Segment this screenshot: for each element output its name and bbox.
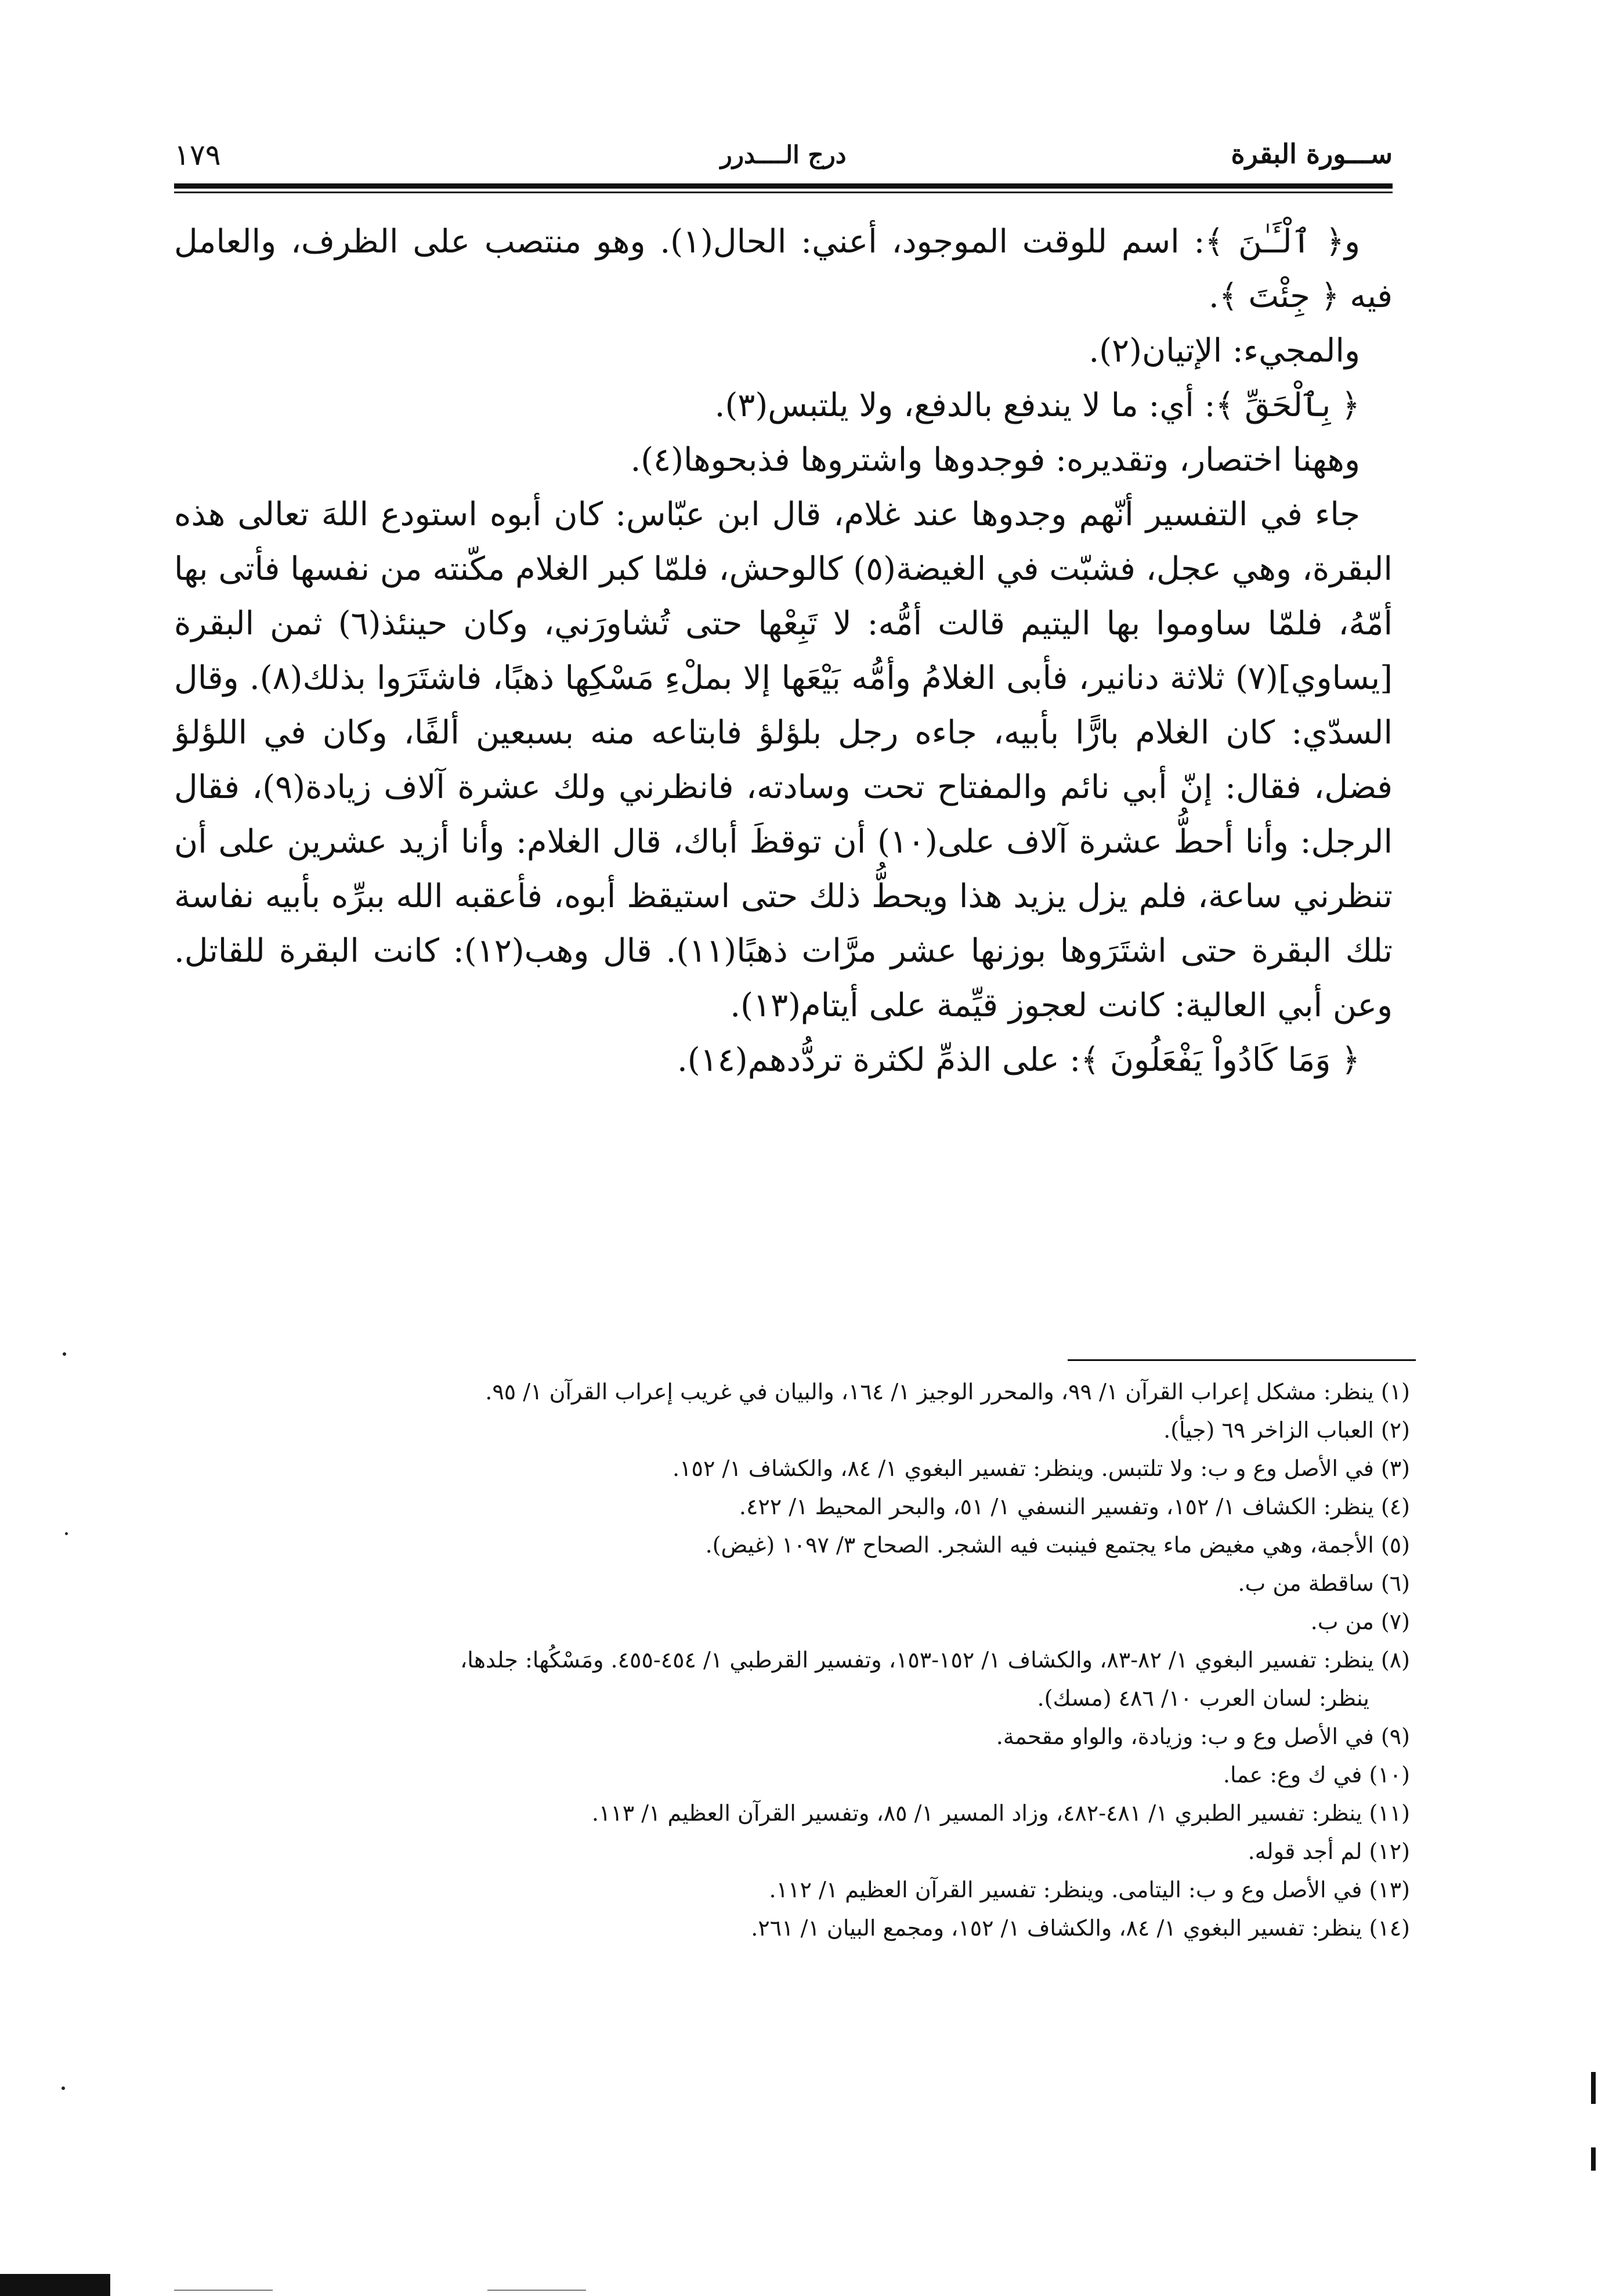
page-number: ١٧٩: [174, 138, 221, 172]
paragraph-tafsir: جاء في التفسير أنّهم وجدوها عند غلام، قال ابن عبّاس: كان أبوه استودع اللهَ تعالى هذه البقرة، وهي عجل، فشبّت في الغيضة(٥) كالوحش، فلمّا كبر الغلام مكّنته من نفسها فأتى بها أمّهُ، فلمّا ساوموا بها اليتيم قالت أمُّه: لا تَبِعْها حتى تُشاورَني، وكان حينئذ(٦) ثمن البقرة [يساوي](٧) ثلاثة دنانير، فأبى الغلامُ وأمُّه بَيْعَها إلا بملْءِ مَسْكِها ذهبًا، فاشتَرَوا بذلك(٨). وقال السدّي: كان الغلام بارًّا بأبيه، جاءه رجل بلؤلؤ فابتاعه منه بسبعين ألفًا، وكان في اللؤلؤ فضل، فقال: إنّ أبي نائم والمفتاح تحت وسادته، فانظرني ولك عشرة آلاف زيادة(٩)، فقال الرجل: وأنا أحطُّ عشرة آلاف على(١٠) أن توقظَ أباك، قال الغلام: وأنا أزيد عشرين على أن تنظرني ساعة، فلم يزل يزيد هذا ويحطُّ ذلك حتى استيقظ أبوه، فأعقبه الله ببرِّه بأبيه نفاسة تلك البقرة حتى اشتَرَوها بوزنها عشر مرَّات ذهبًا(١١). قال وهب(١٢): كانت البقرة للقاتل. وعن أبي العالية: كانت لعجوز قيِّمة على أيتام(١٣).: [174, 496, 1393, 1024]
surah-title: ســـورة البقرة: [1231, 138, 1393, 169]
footnote-3: (٣) في الأصل وع و ب: ولا تلتبس. وينظر: تفسير البغوي ١/ ٨٤، والكشاف ١/ ١٥٢.: [673, 1456, 1410, 1481]
paragraph-bilhaqq: ﴿ بِٱلْحَقِّ ﴾: أي: ما لا يندفع بالدفع، ولا يلتبس(٣).: [714, 387, 1360, 424]
footnote-12: (١٢) لم أجد قوله.: [1248, 1839, 1410, 1864]
footnote-4: (٤) ينظر: الكشاف ١/ ١٥٢، وتفسير النسفي ١/ ٥١، والبحر المحيط ١/ ٤٢٢.: [739, 1494, 1410, 1519]
edge-mark: [1591, 2147, 1596, 2171]
scan-line: [487, 2290, 586, 2291]
header-rule-thick: [174, 183, 1393, 189]
footnote-10: (١٠) في ك وع: عما.: [1223, 1762, 1410, 1788]
main-text: [174, 215, 1393, 1088]
footnote-11: (١١) ينظر: تفسير الطبري ١/ ٤٨١-٤٨٢، وزاد المسير ١/ ٨٥، وتفسير القرآن العظيم ١/ ١١٣.: [591, 1800, 1410, 1826]
footnote-separator: [1068, 1359, 1416, 1361]
footnote-2: (٢) العباب الزاخر ٦٩ (جيأ).: [1163, 1417, 1410, 1443]
scan-dot: [62, 2086, 65, 2090]
scan-line: [174, 2290, 273, 2291]
footnote-13: (١٣) في الأصل وع و ب: اليتامى. وينظر: تفسير القرآن العظيم ١/ ١١٢.: [769, 1877, 1410, 1902]
footnotes: [174, 1373, 1410, 1947]
book-title: درج الــــدرر: [720, 140, 847, 169]
footnote-6: (٦) ساقطة من ب.: [1238, 1571, 1410, 1596]
footnote-9: (٩) في الأصل وع و ب: وزيادة، والواو مقحمة.: [996, 1724, 1410, 1749]
running-header: [174, 138, 1393, 185]
paragraph-majee: والمجيء: الإتيان(٢).: [1089, 332, 1360, 370]
edge-mark: [1591, 2072, 1596, 2104]
paragraph-wama-kadu: ﴿ وَمَا كَادُواْ يَفْعَلُونَ ﴾: على الذمِّ لكثرة تردُّدهم(١٤).: [677, 1041, 1360, 1079]
footnote-1: (١) ينظر: مشكل إعراب القرآن ١/ ٩٩، والمحرر الوجيز ١/ ١٦٤، والبيان في غريب إعراب القرآن ١/ ٩٥.: [485, 1379, 1410, 1405]
scan-dot: [65, 1532, 68, 1535]
footnote-14: (١٤) ينظر: تفسير البغوي ١/ ٨٤، والكشاف ١/ ١٥٢، ومجمع البيان ١/ ٢٦١.: [751, 1915, 1410, 1941]
footnote-8-continuation: ينظر: لسان العرب ١٠/ ٤٨٦ (مسك).: [1037, 1685, 1369, 1711]
paragraph-ikhtisar: وههنا اختصار، وتقديره: فوجدوها واشتروها فذبحوها(٤).: [630, 441, 1360, 479]
footnote-8: (٨) ينظر: تفسير البغوي ١/ ٨٢-٨٣، والكشاف ١/ ١٥٢-١٥٣، وتفسير القرطبي ١/ ٤٥٤-٤٥٥. ومَسْكُها: جلدها،: [460, 1647, 1410, 1673]
footnote-5: (٥) الأجمة، وهي مغيض ماء يجتمع فينبت فيه الشجر. الصحاح ٣/ ١٠٩٧ (غيض).: [705, 1532, 1410, 1558]
scan-corner-mark: [0, 2274, 110, 2296]
header-rule-thin: [174, 192, 1393, 193]
paragraph-alan: و﴿ ٱلْـَٔـٰنَ ﴾: اسم للوقت الموجود، أعني: الحال(١). وهو منتصب على الظرف، والعامل فيه ﴿ جِئْتَ ﴾.: [174, 223, 1393, 315]
footnote-7: (٧) من ب.: [1310, 1609, 1410, 1634]
scan-dot: [63, 1352, 66, 1356]
